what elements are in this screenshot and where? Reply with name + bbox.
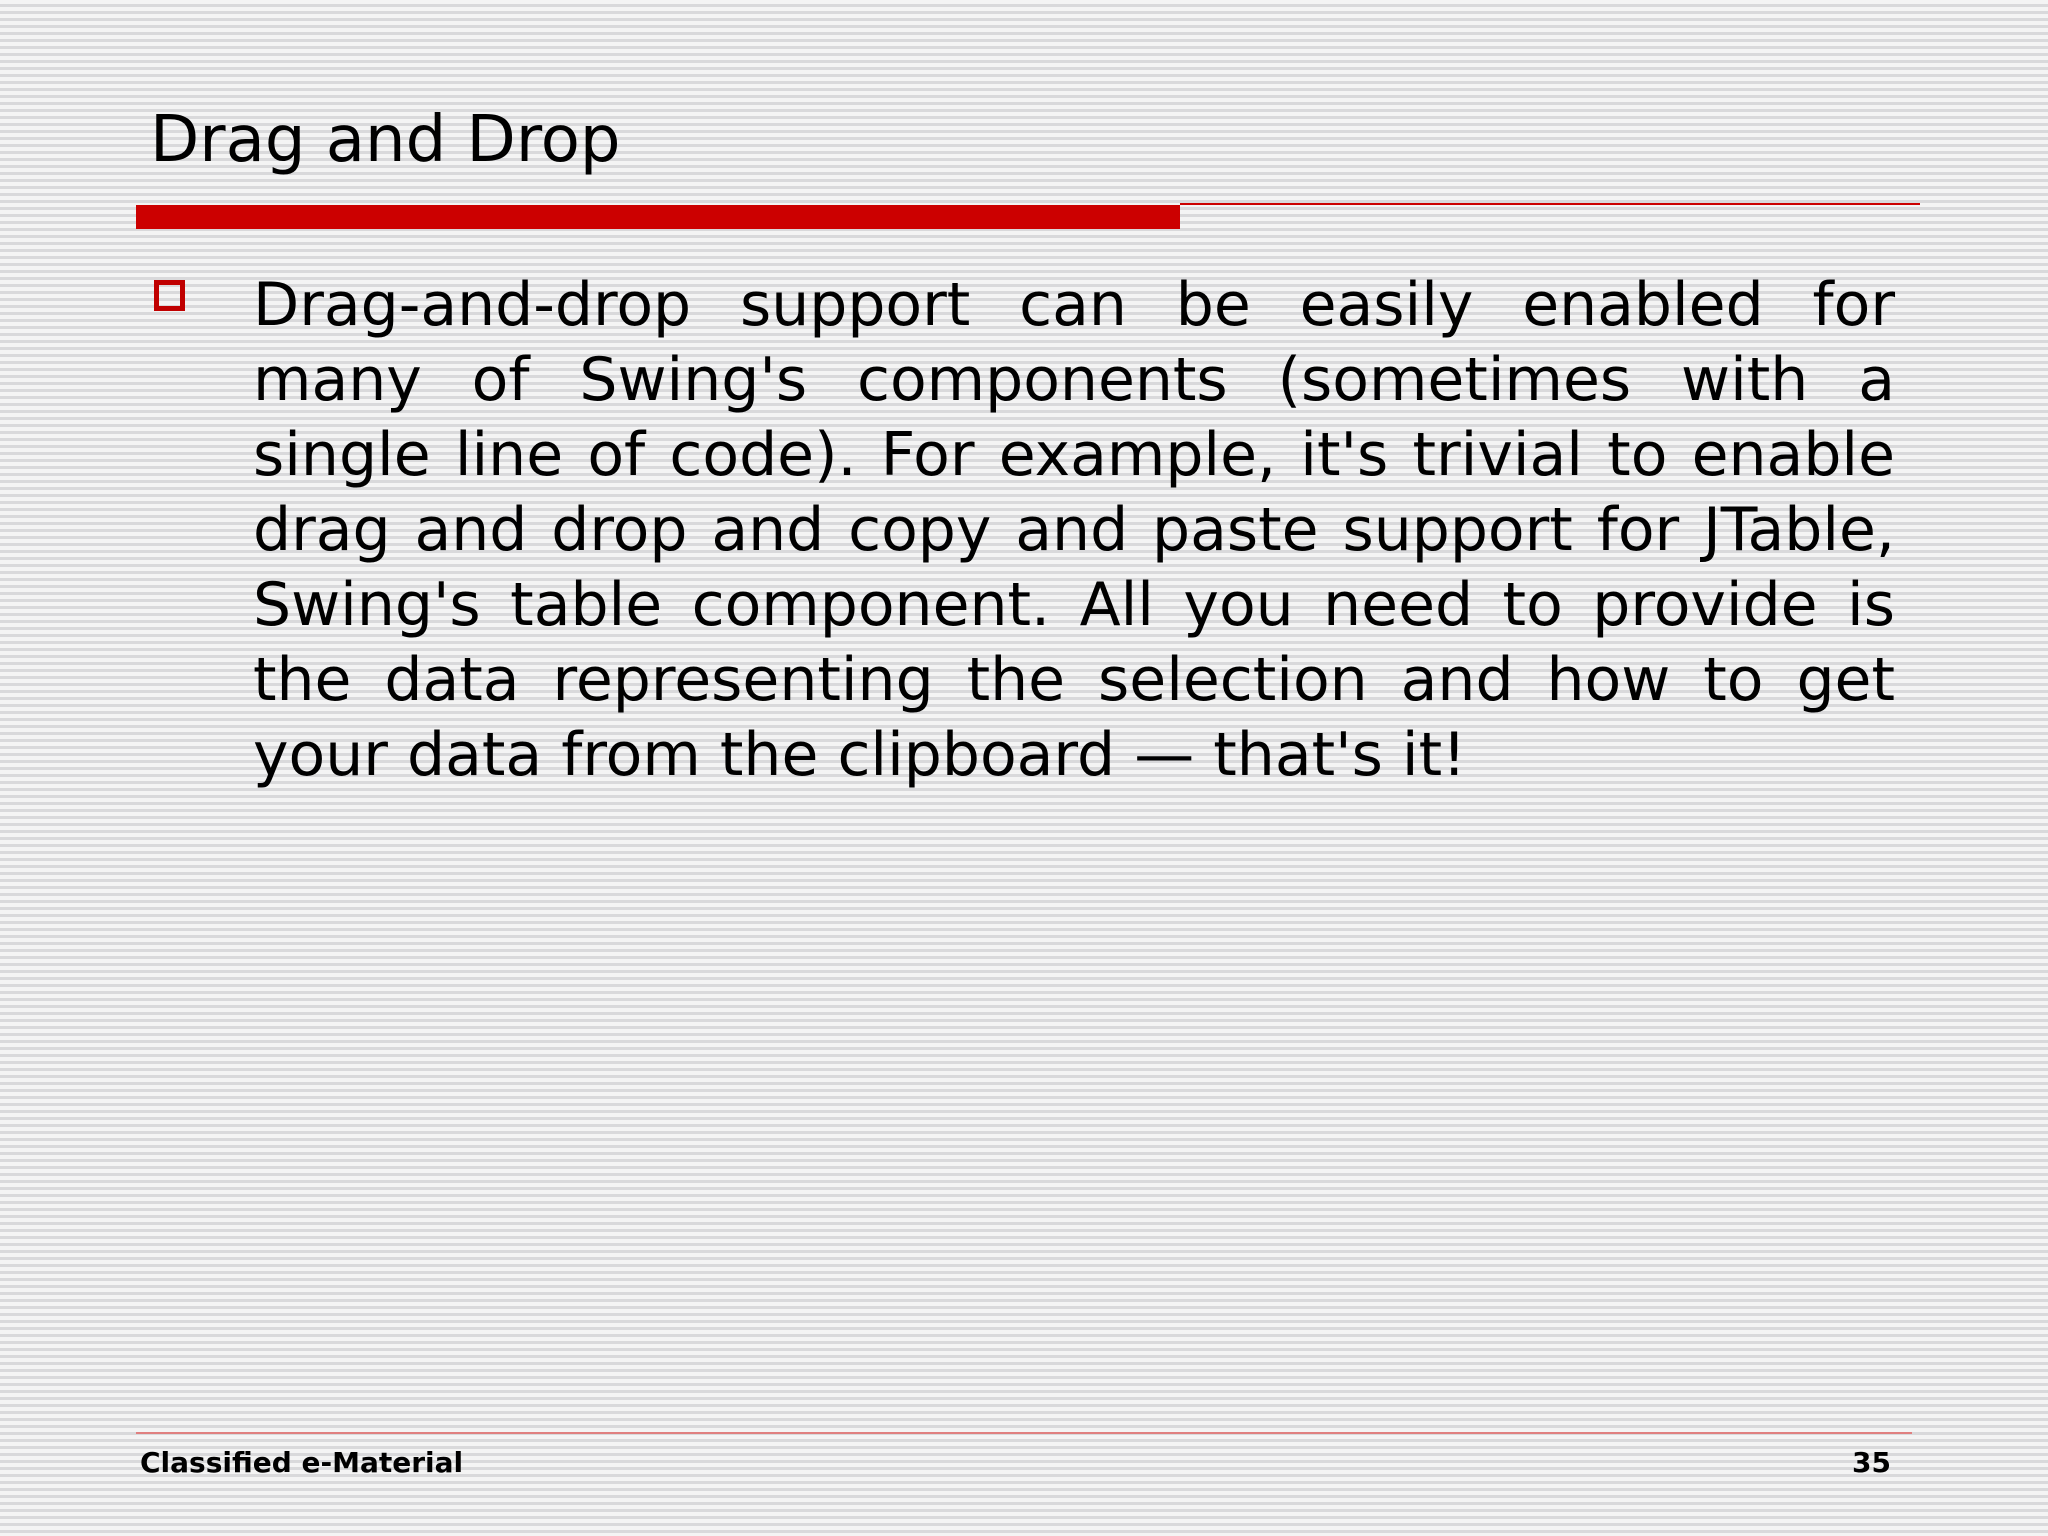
title-accent-bar [136, 205, 1180, 229]
title-accent-line [1180, 203, 1920, 205]
footer-label: Classified e-Material [140, 1446, 464, 1479]
footer-divider [136, 1432, 1912, 1434]
page-number: 35 [1852, 1446, 1891, 1479]
slide-title: Drag and Drop [150, 103, 621, 177]
hollow-square-bullet-icon [154, 280, 185, 311]
bullet-text: Drag-and-drop support can be easily enabled for many of Swing's components (sometimes with a single line of code). For example, it's trivial to enable drag and drop and copy and paste support for JTable, Swing's table component. All you need to provide is the data representing the selection and how to get your data from the clipboard — that's it! [253, 270, 1895, 790]
